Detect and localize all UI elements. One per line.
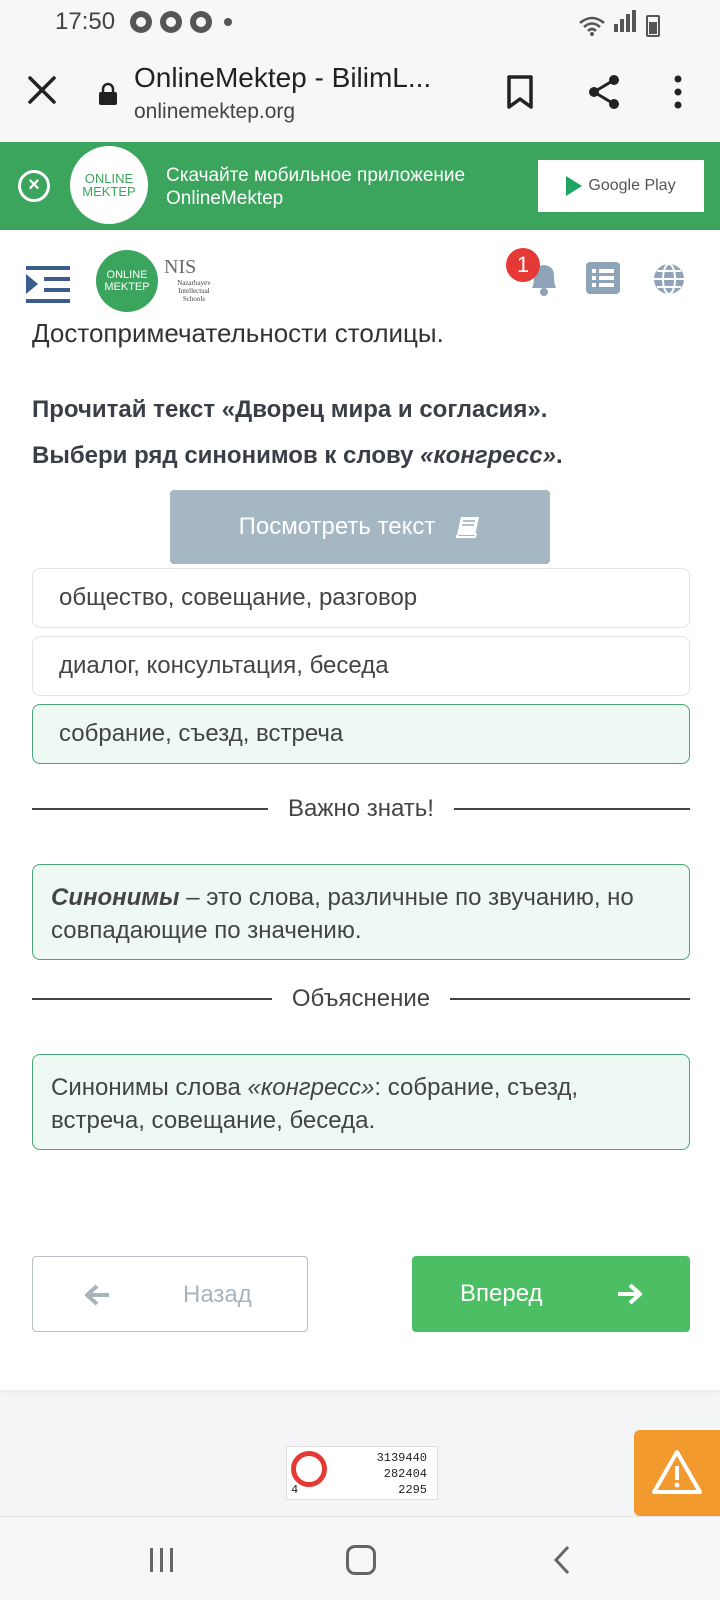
app-download-banner <box>0 142 720 230</box>
share-icon[interactable] <box>586 74 622 110</box>
wifi-icon <box>578 15 606 37</box>
explanation-keyword: «конгресс» <box>247 1074 375 1101</box>
recent-apps-icon[interactable] <box>148 1547 176 1573</box>
counter-logo-icon <box>291 1451 327 1487</box>
google-play-button[interactable] <box>538 160 704 212</box>
list-icon[interactable] <box>586 262 620 294</box>
battery-icon <box>646 15 660 37</box>
banner-close-icon[interactable]: × <box>18 170 50 202</box>
nis-line2: Intellectual <box>178 287 210 295</box>
page-title[interactable]: OnlineMektep - BilimL... <box>134 62 432 93</box>
explanation-prefix: Синонимы слова <box>51 1074 248 1101</box>
menu-toggle-icon[interactable] <box>26 264 70 304</box>
banner-text-line1: Скачайте мобильное приложение <box>166 165 466 186</box>
answer-option[interactable]: диалог, консультация, беседа <box>32 636 690 696</box>
explanation-divider <box>32 984 690 1014</box>
status-bar <box>0 0 720 44</box>
explanation-heading: Объяснение <box>291 985 431 1012</box>
page-url[interactable]: onlinemektep.org <box>134 100 296 123</box>
google-play-label: Google Play <box>588 177 676 194</box>
important-heading: Важно знать! <box>288 795 434 822</box>
instruction-choose-synonyms <box>32 442 563 470</box>
counter-value-1: 3139440 <box>376 1451 427 1465</box>
counter-value-4: 4 <box>291 1483 299 1497</box>
counter-widget[interactable] <box>286 1446 438 1500</box>
status-notification-icons <box>130 11 232 33</box>
answer-option-selected[interactable]: собрание, съезд, встреча <box>32 704 690 764</box>
banner-logo <box>70 146 148 224</box>
explanation-box <box>32 1054 690 1150</box>
chrome-notification-icon <box>130 11 152 33</box>
more-options-icon[interactable] <box>668 74 688 110</box>
more-notifications-icon <box>224 18 232 26</box>
book-icon <box>455 515 481 539</box>
home-icon[interactable] <box>346 1545 376 1575</box>
banner-text <box>166 164 465 210</box>
signal-icon <box>614 10 638 37</box>
banner-logo-line1: ONLINE <box>84 171 134 186</box>
arrow-left-icon <box>83 1283 111 1307</box>
divider-line <box>450 998 690 1000</box>
notification-count-badge: 1 <box>506 248 540 282</box>
view-text-label: Посмотреть текст <box>238 513 436 540</box>
status-time: 17:50 <box>55 8 116 35</box>
instruction-suffix: . <box>555 442 563 469</box>
instruction-keyword: «конгресс» <box>420 442 556 469</box>
divider-line <box>32 808 268 810</box>
chrome-notification-icon <box>160 11 182 33</box>
next-button[interactable] <box>412 1256 690 1332</box>
status-system-icons <box>578 10 660 37</box>
important-divider <box>32 794 690 824</box>
back-button[interactable] <box>32 1256 308 1332</box>
exercise-card <box>0 318 720 1390</box>
close-tab-icon[interactable] <box>24 72 60 108</box>
counter-value-3: 2295 <box>398 1483 427 1497</box>
report-problem-button[interactable] <box>634 1430 720 1516</box>
important-box <box>32 864 690 960</box>
chrome-notification-icon <box>190 11 212 33</box>
divider-line <box>454 808 690 810</box>
next-button-label: Вперед <box>460 1280 543 1307</box>
back-nav-icon[interactable] <box>552 1545 572 1575</box>
answer-option[interactable]: общество, совещание, разговор <box>32 568 690 628</box>
counter-value-2: 282404 <box>383 1467 427 1481</box>
language-globe-icon[interactable] <box>652 262 686 296</box>
banner-logo-line2: MEKTEP <box>82 184 136 199</box>
explanation-text: : собрание, съезд, встреча, совещание, беседа. <box>51 1074 579 1134</box>
important-text: – это слова, различные по звучанию, но совпадающие по значению. <box>51 884 634 944</box>
important-term: Синонимы <box>51 884 180 911</box>
banner-text-line2: OnlineMektep <box>166 188 284 209</box>
android-navigation-bar <box>0 1516 720 1600</box>
cut-off-heading: Достопримечательности столицы. <box>32 318 444 348</box>
lock-icon <box>98 82 118 106</box>
logo-line2: MEKTEP <box>104 281 150 293</box>
nis-line3: Schools <box>182 295 206 303</box>
bookmark-icon[interactable] <box>506 74 534 110</box>
warning-icon <box>634 1430 720 1516</box>
google-play-icon <box>566 176 582 196</box>
browser-toolbar <box>0 44 720 142</box>
onlinemektep-logo[interactable] <box>96 250 158 312</box>
nis-title: NIS <box>164 256 197 278</box>
back-button-label: Назад <box>183 1281 252 1308</box>
instruction-read-text: Прочитай текст «Дворец мира и согласия». <box>32 396 548 423</box>
logo-line1: ONLINE <box>106 269 148 281</box>
view-text-button[interactable] <box>170 490 550 564</box>
nis-line1: Nazarbayev <box>177 279 211 287</box>
arrow-right-icon <box>616 1282 644 1306</box>
nis-logo <box>164 256 224 312</box>
divider-line <box>32 998 272 1000</box>
instruction-prefix: Выбери ряд синонимов к слову <box>32 442 421 469</box>
